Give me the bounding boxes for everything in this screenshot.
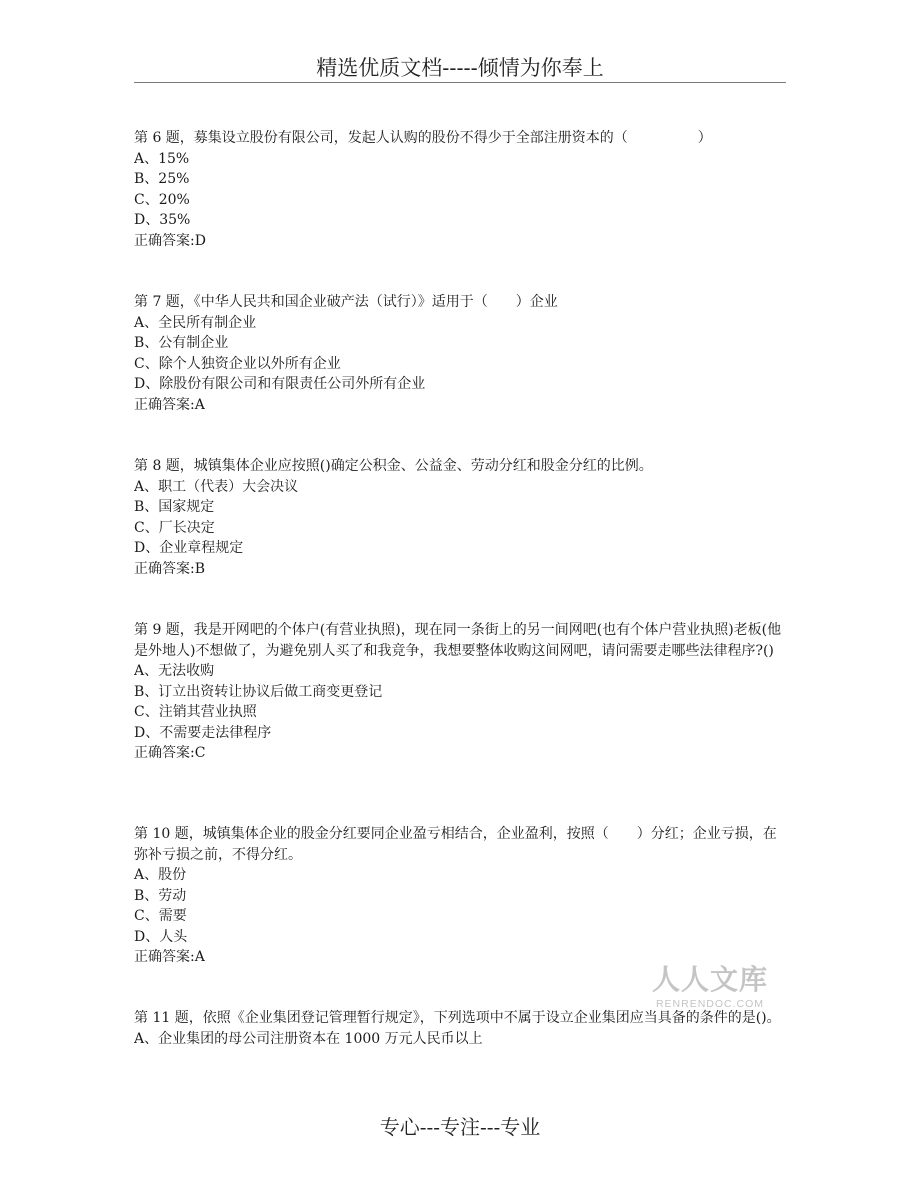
correct-answer: 正确答案:A	[134, 396, 205, 413]
question-block	[134, 620, 786, 764]
question-block	[134, 456, 786, 579]
correct-answer: 正确答案:B	[134, 560, 206, 577]
question-block	[134, 292, 786, 415]
question-stem: 第 6 题，募集设立股份有限公司，发起人认购的股份不得少于全部注册资本的（ ）	[134, 130, 712, 146]
option-b: B、25%	[134, 171, 190, 187]
option-a: A、无法收购	[134, 663, 215, 679]
page-header-title: 精选优质文档-----倾情为你奉上	[316, 56, 604, 80]
question-stem: 第 8 题，城镇集体企业应按照()确定公积金、公益金、劳动分红和股金分红的比例。	[134, 458, 653, 474]
option-d: D、35%	[134, 212, 191, 228]
correct-answer: 正确答案:D	[134, 232, 206, 249]
question-stem: 第 11 题，依照《企业集团登记管理暂行规定》，下列选项中不属于设立企业集团应当具备的条件的是()。	[134, 1010, 781, 1026]
option-a: A、全民所有制企业	[134, 314, 257, 331]
question-block	[134, 128, 786, 251]
question-stem: 第 9 题，我是开网吧的个体户(有营业执照)，现在同一条街上的另一间网吧(也有个体户营业执照)老板(他是外地人)不想做了，为避免别人买了和我竞争，我想要整体收购这间网吧，请问需要走哪些法律程序?()	[134, 622, 782, 659]
option-b: B、劳动	[134, 887, 187, 904]
option-d: D、人头	[134, 928, 188, 945]
option-c: C、需要	[134, 908, 187, 924]
correct-answer: 正确答案:A	[134, 949, 205, 965]
question-block	[134, 1008, 786, 1049]
option-b: B、订立出资转让协议后做工商变更登记	[134, 683, 383, 700]
option-d: D、不需要走法律程序	[134, 724, 272, 741]
option-b: B、公有制企业	[134, 335, 229, 351]
option-c: C、除个人独资企业以外所有企业	[134, 355, 341, 372]
question-block	[134, 824, 786, 968]
option-a: A、职工（代表）大会决议	[134, 478, 299, 495]
page-footer-text: 专心---专注---专业	[379, 1115, 541, 1139]
correct-answer: 正确答案:C	[134, 745, 206, 761]
option-c: C、注销其营业执照	[134, 704, 257, 720]
option-d: D、除股份有限公司和有限责任公司外所有企业	[134, 376, 426, 392]
option-b: B、国家规定	[134, 499, 215, 515]
watermark-brand: 人人文库	[651, 963, 768, 996]
option-c: C、厂长决定	[134, 519, 215, 536]
option-c: C、20%	[134, 191, 190, 208]
watermark-domain: RENRENDOC.COM	[655, 998, 765, 1010]
question-stem: 第 10 题，城镇集体企业的股金分红要同企业盈亏相结合，企业盈利，按照（ ）分红；企业亏损，在弥补亏损之前，不得分红。	[134, 826, 777, 863]
header-divider	[134, 82, 786, 83]
option-a: A、股份	[134, 867, 187, 883]
question-stem: 第 7 题，《中华人民共和国企业破产法（试行）》适用于（ ）企业	[134, 294, 558, 310]
option-a: A、企业集团的母公司注册资本在 1000 万元人民币以上	[134, 1030, 483, 1047]
option-d: D、企业章程规定	[134, 540, 244, 556]
option-a: A、15%	[134, 150, 190, 167]
